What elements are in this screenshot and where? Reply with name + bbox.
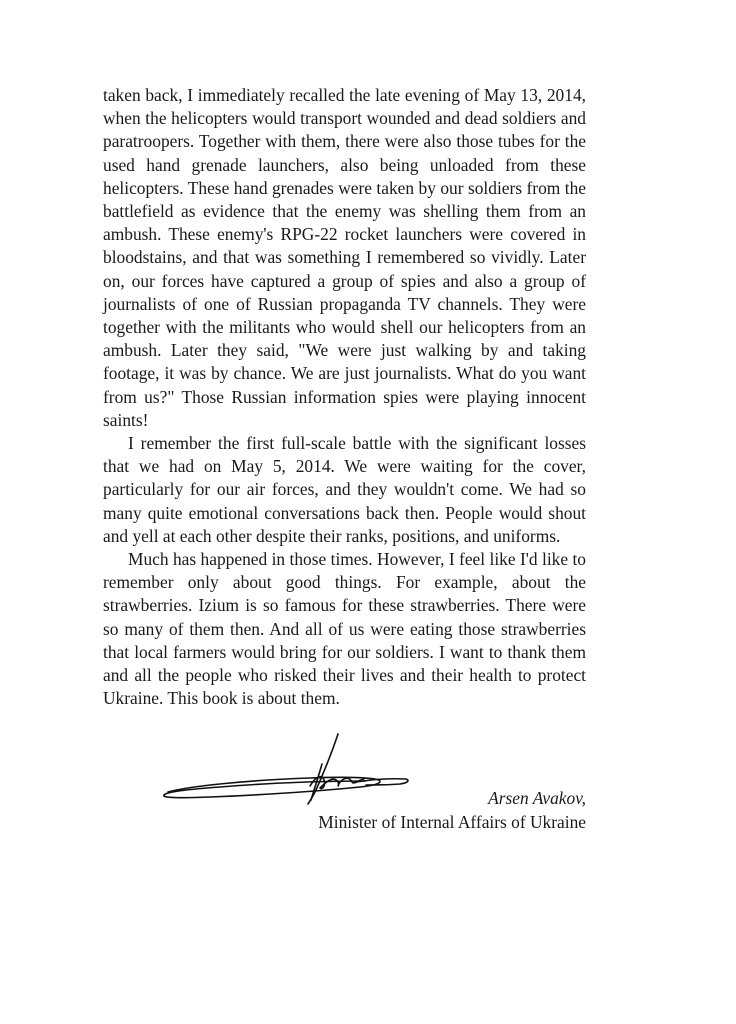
paragraph-strawberries: Much has happened in those times. However, I feel like I'd like to remember only about good things. For example, about the strawberries. Izium is so famous for these strawberries. There were so many of them then. And all of us were eating those strawberries that local farmers would bring for our soldiers. I want to thank them and all the people who risked their lives and their health to protect Ukraine. This book is about them. <box>103 549 586 709</box>
signer-name: Arsen Avakov, <box>488 788 586 808</box>
signature-icon <box>160 730 420 808</box>
signer-title: Minister of Internal Affairs of Ukraine <box>318 812 586 832</box>
paragraph-first-battle: I remember the first full-scale battle with the significant losses that we had on May 5, 2014. We were waiting for the cover, particularly for our air forces, and they wouldn't come. We had so many quite emotional conversations back then. People would shout and yell at each other despite their ranks, positions, and uniforms. <box>103 433 586 546</box>
paragraph-continued: taken back, I immediately recalled the late evening of May 13, 2014, when the helicopters would transport wounded and dead soldiers and paratroopers. Together with them, there were also those tubes for the used hand grenade launchers, also being unloaded from these helicopters. These hand grenades were taken by our soldiers from the battlefield as evidence that the enemy was shelling them from an ambush. These enemy's RPG-22 rocket launchers were covered in bloodstains, and that was something I remembered so vividly. Later on, our forces have captured a group of spies and also a group of journalists of one of Russian propaganda TV channels. They were together with the militants who would shell our helicopters from an ambush. Later they said, "We were just walking by and taking footage, it was by chance. We are just journalists. What do you want from us?" Those Russian information spies were playing innocent saints! <box>103 85 586 430</box>
body-text <box>103 84 586 710</box>
handwritten-signature <box>160 730 420 808</box>
